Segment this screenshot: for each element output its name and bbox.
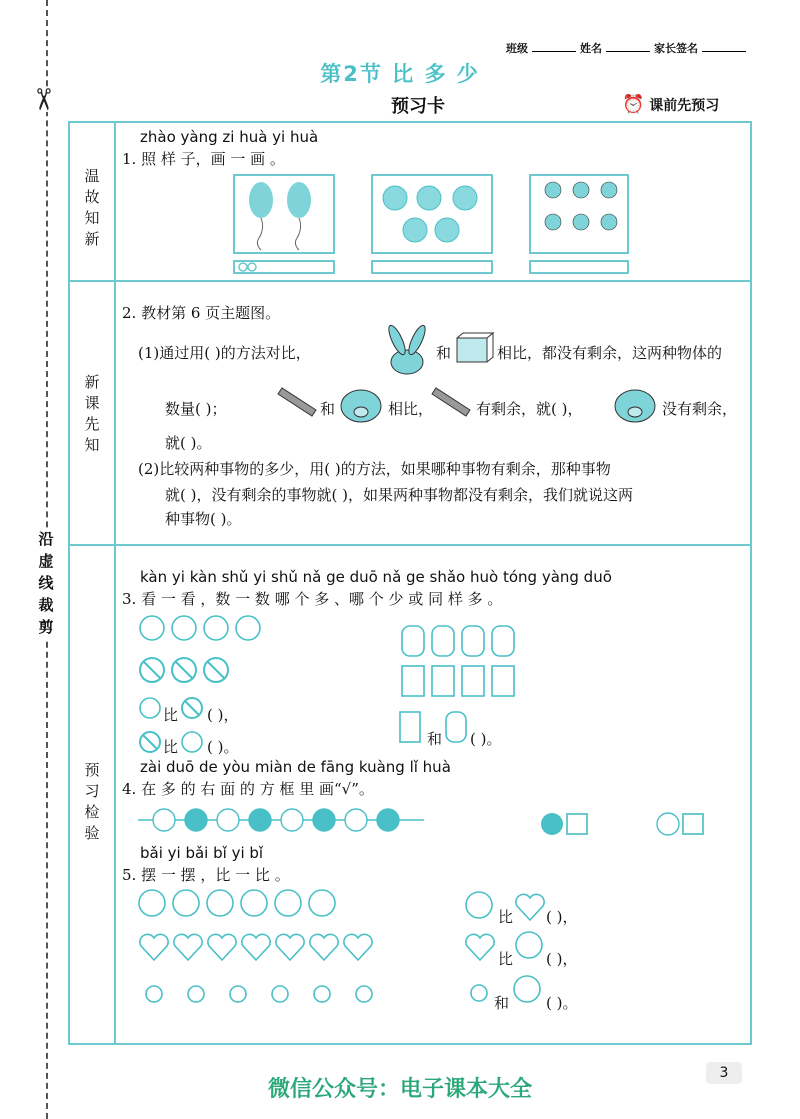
q1-text: 1. 照 样 子，画 一 画 。: [122, 150, 285, 168]
shapes-group: [398, 622, 522, 702]
q3-compare1-blank[interactable]: ( )，: [207, 706, 239, 724]
q2-intro: 2. 教材第 6 页主题图。: [122, 304, 281, 322]
balloon-icon: [235, 176, 337, 256]
preview-label: 课前先预习: [649, 98, 720, 114]
answer-square-2[interactable]: [682, 813, 704, 835]
class-label: 班级: [506, 42, 528, 55]
smiley-icon-3: [464, 890, 496, 922]
smiley-row-2: [138, 888, 348, 920]
smiley-icon-4: [514, 930, 546, 962]
section-review: 温故知新: [84, 167, 100, 248]
clock-icon: ⏰: [622, 94, 645, 115]
page-title: 第2节 比 多 少: [320, 62, 480, 86]
q5-pinyin: bǎi yi bǎi bǐ yi bǐ: [140, 844, 264, 862]
flower-icon: [531, 176, 631, 256]
q2-line2-c: 相比，: [388, 400, 434, 418]
q2-line2-e: 没有剩余，: [662, 400, 738, 418]
log-icon-2: [428, 386, 472, 420]
box-icon: [455, 332, 493, 364]
q2-line5: 就( )，没有剩余的事物就( )，如果两种事物都没有剩余，我们就说这两: [165, 486, 633, 504]
flower-box: [529, 174, 629, 254]
sun-icon: [464, 978, 496, 1010]
scissors-icon: ✂: [25, 86, 61, 113]
q5-compare2-blank[interactable]: ( )，: [546, 950, 578, 968]
no-sign-icon: [180, 696, 206, 722]
bead-string: [138, 806, 426, 834]
q2-line3: 就( )。: [165, 434, 212, 452]
answer-bar-2[interactable]: [371, 260, 493, 274]
name-label: 姓名: [580, 42, 602, 55]
answer-square-1[interactable]: [566, 813, 588, 835]
q5-compare3-blank[interactable]: ( )。: [546, 994, 578, 1012]
q3-compare3-blank[interactable]: ( )。: [470, 730, 502, 748]
smiley-icon-5: [512, 974, 544, 1006]
cylinder-icon: [444, 708, 470, 744]
answer-bar-1[interactable]: [233, 260, 335, 274]
no-sign-icon-2: [138, 730, 164, 756]
q5-compare3-word: 和: [494, 994, 510, 1012]
q1-pinyin: zhào yàng zi huà yi huà: [140, 128, 319, 146]
q4-text: 4. 在 多 的 右 面 的 方 框 里 画“√”。: [122, 780, 374, 798]
q3-compare1-word: 比: [163, 706, 179, 724]
q3-pinyin: kàn yi kàn shǔ yi shǔ nǎ ge duō nǎ ge shǎo huò tóng yàng duō: [140, 568, 612, 586]
q2-line2-a: 数量( )；: [165, 400, 227, 418]
q2-line1-a: (1)通过用( )的方法对比，: [138, 344, 311, 362]
q3-text: 3. 看 一 看 ，数 一 数 哪 个 多 、哪 个 少 或 同 样 多 。: [122, 590, 503, 608]
q3-compare2-word: 比: [163, 738, 179, 756]
parent-label: 家长签名: [654, 42, 698, 55]
label-column-divider: [114, 121, 116, 1045]
preview-badge: [622, 94, 719, 115]
q5-compare1-word: 比: [498, 908, 514, 926]
sun-row: [138, 978, 382, 1010]
q2-line2-d: 有剩余，就( )，: [476, 400, 583, 418]
heart-icon-2: [464, 932, 496, 964]
q3-compare3-word: 和: [427, 730, 443, 748]
heart-icon: [514, 892, 546, 924]
row-divider-1: [68, 280, 752, 282]
footer-watermark: 微信公众号：电子课本大全: [267, 1077, 532, 1102]
cube-icon: [398, 708, 424, 744]
pig-icon: [338, 384, 384, 424]
hollow-bead-icon: [656, 812, 680, 836]
row-divider-2: [68, 544, 752, 546]
q5-text: 5. 摆 一 摆 ，比 一 比 。: [122, 866, 290, 884]
smiley-icon-2: [180, 730, 206, 756]
q4-pinyin: zài duō de yòu miàn de fāng kuàng lǐ huà: [140, 758, 451, 776]
q2-line4: (2)比较两种事物的多少，用( )的方法，如果哪种事物有剩余，那种事物: [138, 460, 611, 478]
no-sign-row: [138, 656, 238, 686]
smiley-row: [138, 614, 268, 644]
q5-compare1-blank[interactable]: ( )，: [546, 908, 578, 926]
answer-bar-3[interactable]: [529, 260, 629, 274]
section-new: 新课先知: [84, 373, 100, 454]
header-fields: [506, 40, 750, 56]
q2-line1-b: 和: [436, 344, 452, 362]
pig-icon-2: [612, 384, 658, 424]
filled-bead-icon: [540, 812, 564, 836]
balloon-box: [233, 174, 335, 254]
ball-box: [371, 174, 493, 254]
page-number: 3: [706, 1062, 742, 1084]
cut-instruction: 沿虚线裁剪: [34, 528, 58, 638]
smiley-icon: [138, 696, 164, 722]
q2-line1-c: 相比，都没有剩余，这两种物体的: [497, 344, 723, 362]
q2-line2-b: 和: [320, 400, 336, 418]
log-icon: [274, 386, 318, 420]
circle-marks: [235, 262, 335, 274]
soccer-ball-icon: [373, 176, 495, 256]
section-check: 预习检验: [84, 761, 100, 842]
q2-line6: 种事物( )。: [165, 510, 242, 528]
heart-row: [138, 932, 382, 964]
card-title: 预习卡: [370, 94, 466, 120]
q5-compare2-word: 比: [498, 950, 514, 968]
rabbit-icon: [383, 326, 431, 376]
q3-compare2-blank[interactable]: ( )。: [207, 738, 239, 756]
